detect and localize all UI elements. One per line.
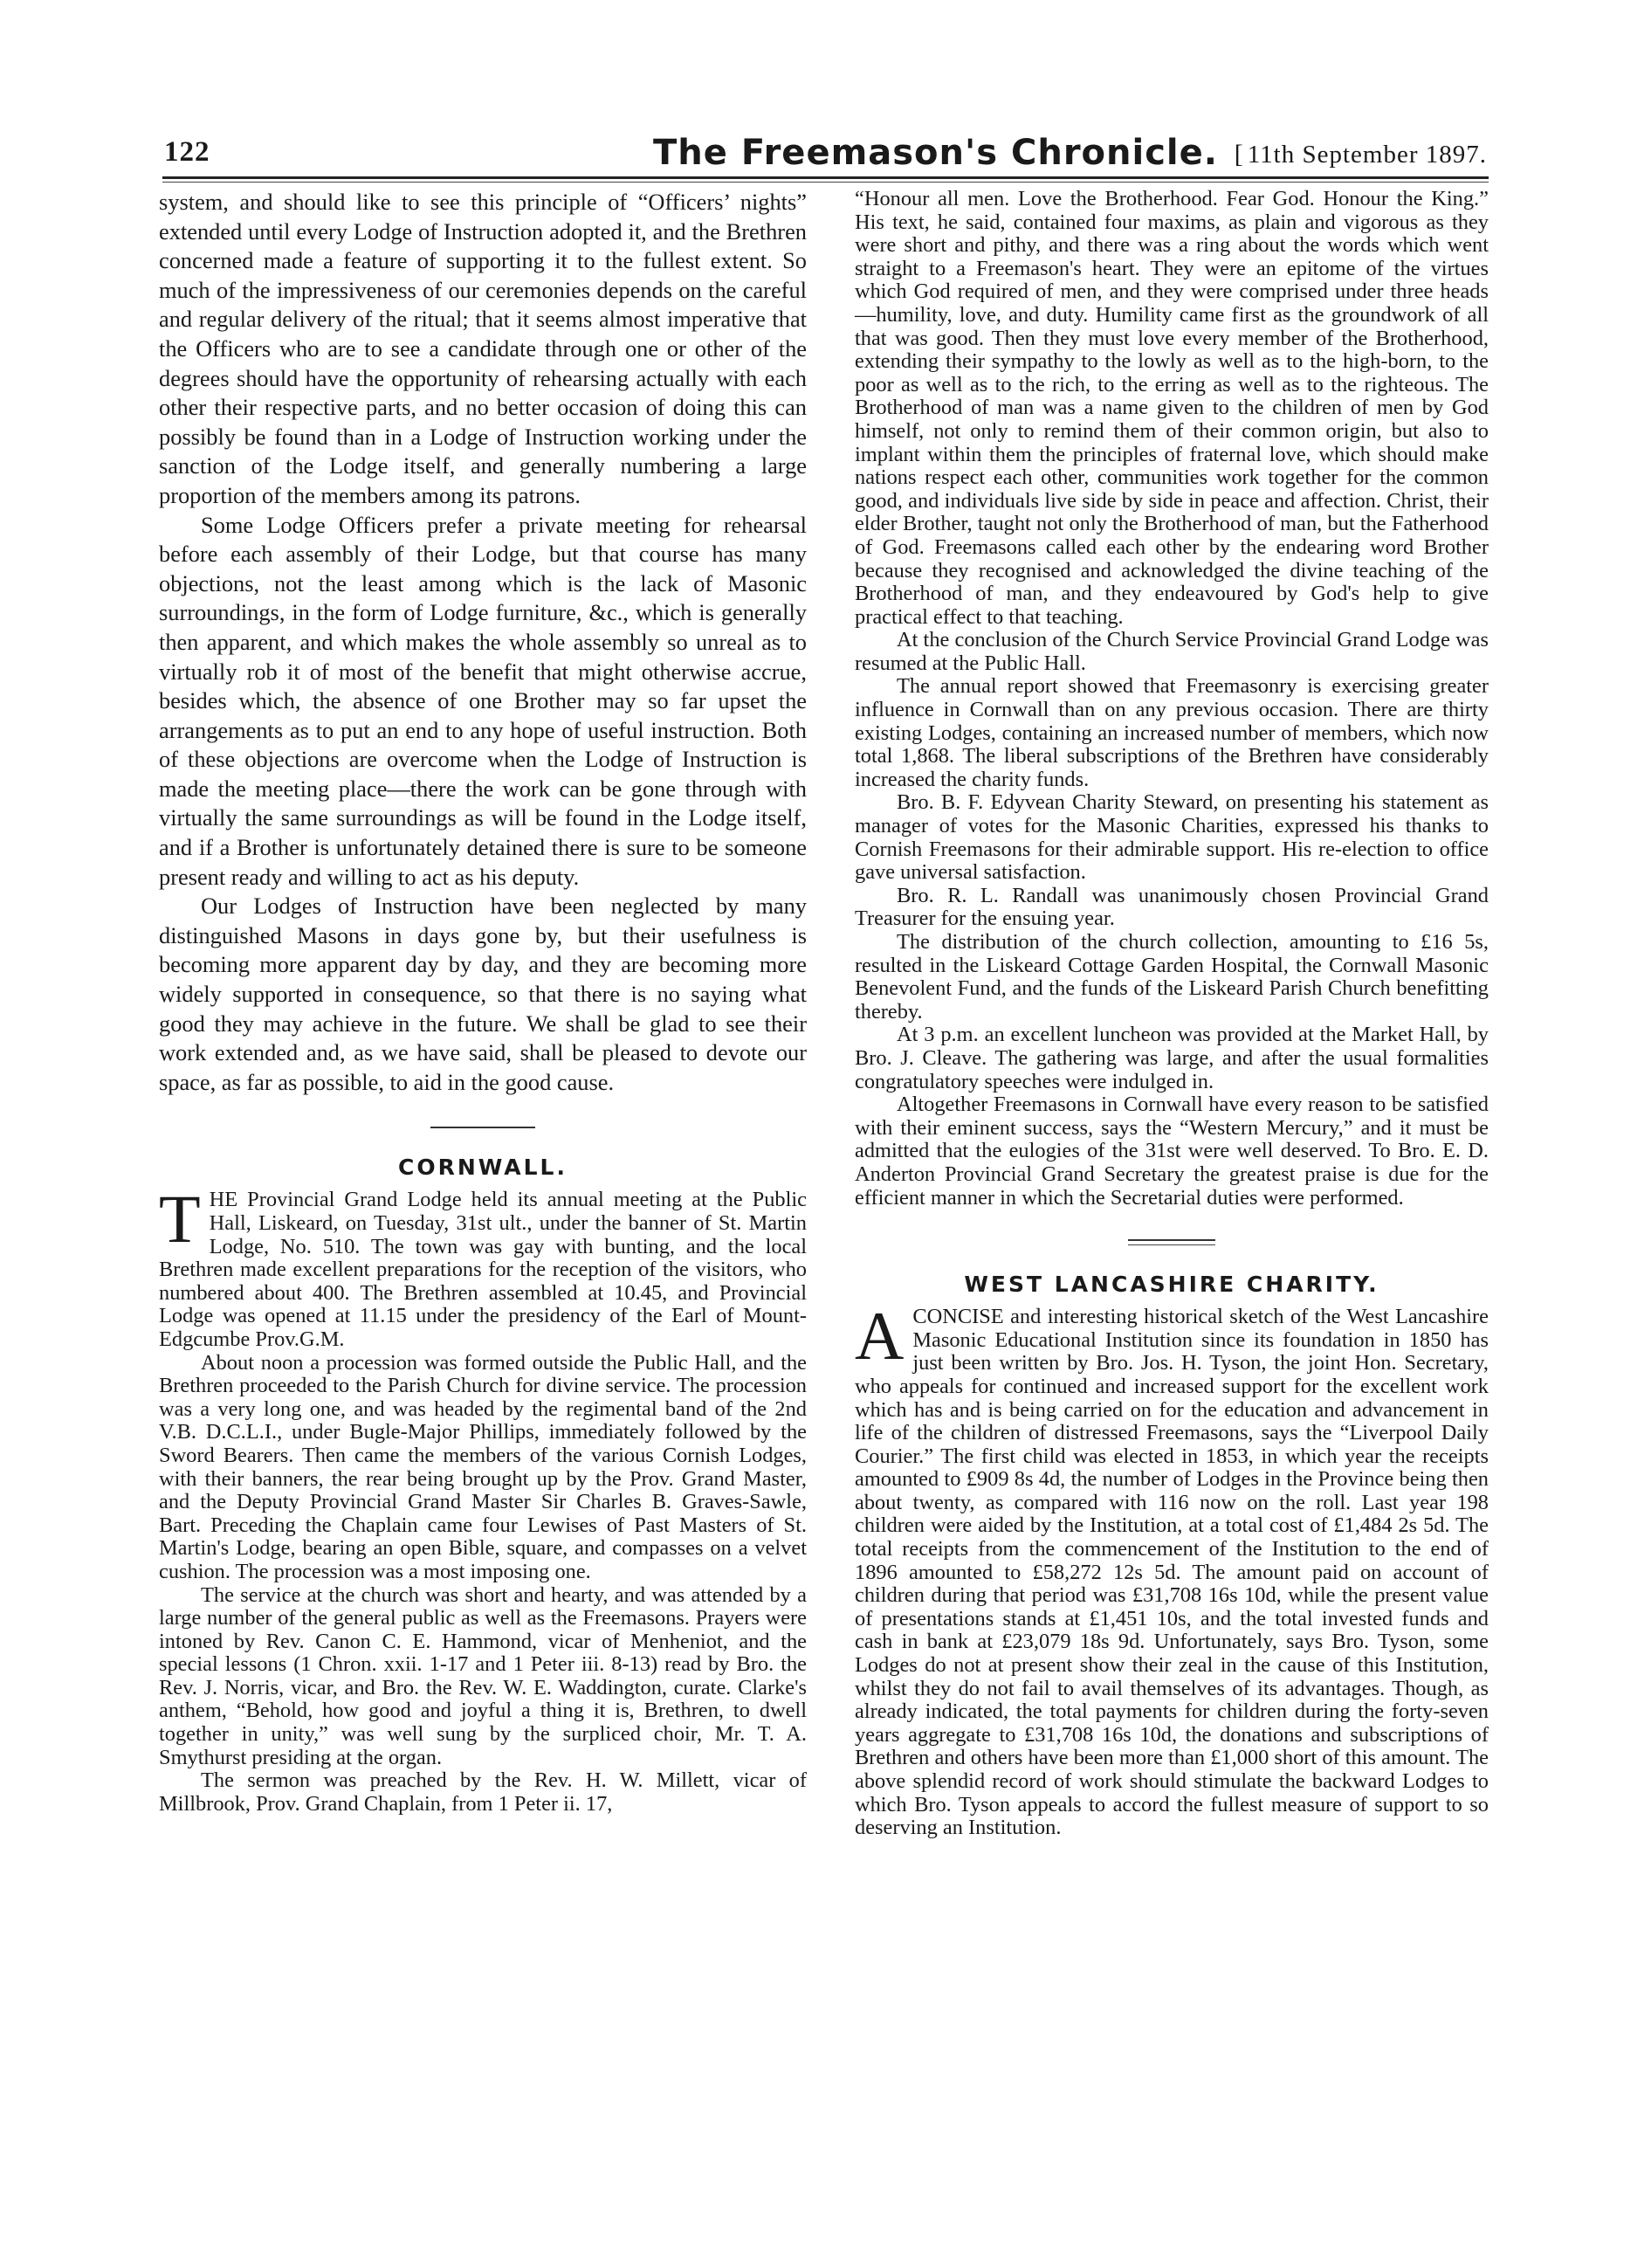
article-paragraph: The annual report showed that Freemasonry is exercising greater influence in Cornwall than on any previous occasion. There are thirty existing Lodges, containing an increased number of members, which now total 1,868. The liberal subscriptions of the Brethren have considerably increased the charity funds. (855, 674, 1489, 791)
header-rule (162, 176, 1489, 179)
article-paragraph: At 3 p.m. an excellent luncheon was provided at the Market Hall, by Bro. J. Cleave. The gathering was large, and after the usual formalities congratulatory speeches were indulged in. (855, 1023, 1489, 1093)
page-number: 122 (164, 136, 210, 168)
drop-cap: A (855, 1298, 905, 1375)
article-paragraph: About noon a procession was formed outside the Public Hall, and the Brethren proceeded to the Parish Church for divine service. The procession was a very long one, and was headed by the regimental band of the 2nd V.B. D.C.L.I., under Bugle-Major Phillips, immediately followed by the Sword Bearers. Then came the members of the various Cornish Lodges, with their banners, the rear being brought up by the Prov. Grand Master, and the Deputy Provincial Grand Master Sir Charles B. Graves-Sawle, Bart. Preceding the Chaplain came four Lewises of Past Masters of St. Martin's Lodge, bearing an open Bible, square, and compasses on a velvet cushion. The procession was a most imposing one. (159, 1350, 807, 1583)
date-bracket: [ (1234, 140, 1244, 169)
article-paragraph: The sermon was preached by the Rev. H. W. Millett, vicar of Millbrook, Prov. Grand Chaplain, from 1 Peter ii. 17, (159, 1768, 807, 1816)
west-lancashire-body: CONCISE and interesting historical sketch of the West Lancashire Masonic Educational Institution since its foundation in 1850 has just been written by Bro. Jos. H. Tyson, the joint Hon. Secretary, who appeals for continued and increased support for the excellent work which has and is being carried on for the education and advancement in life of the children of distressed Freemasons, says the “Liverpool Daily Courier.” The first child was elected in 1853, in which year the receipts amounted to £909 8s 4d, the number of Lodges in the Province being then about twenty, as compared with 116 now on the roll. Last year 198 children were aided by the Institution, at a total cost of £1,484 2s 5d. The total receipts from the commencement of the Institution to the end of 1896 amounted to £58,272 12s 5d. The amount paid on account of children during that period was £31,708 16s 10d, while the present value of presentations stands at £1,451 10s, and the total invested funds and cash in bank at £23,079 18s 9d. Unfortunately, says Bro. Tyson, some Lodges do not at present show their zeal in the cause of this Institution, whilst they do not fail to avail themselves of its advantages. Though, as already indicated, the total payments for children during the forty-seven years aggregate to £31,708 16s 10d, the donations and subscriptions of Brethren and others have been more than £1,000 short of this amount. The above splendid record of work should stimulate the backward Lodges to which Bro. Tyson appeals to accord the fullest measure of support to so deserving an Institution. (855, 1305, 1489, 1840)
issue-date-text: 11th September 1897. (1247, 141, 1487, 169)
drop-cap: T (159, 1181, 201, 1258)
section-divider (1128, 1239, 1215, 1245)
issue-date (1235, 140, 1487, 169)
section-title-cornwall: CORNWALL. (398, 1155, 568, 1181)
page-header (164, 131, 1487, 176)
article-paragraph: The service at the church was short and hearty, and was attended by a large number of the general public as well as the Freemasons. Prayers were intoned by Rev. Canon C. E. Hammond, vicar of Menheniot, and the special lessons (1 Chron. xxii. 1-17 and 1 Peter iii. 8-13) read by Bro. the Rev. J. Norris, vicar, and Bro. the Rev. W. E. Waddington, curate. Clarke's anthem, “Behold, how good and joyful a thing it is, Brethren, to dwell together in unity,” was well sung by the surpliced choir, Mr. T. A. Smythurst presiding at the organ. (159, 1582, 807, 1769)
cornwall-intro-text: HE Provincial Grand Lodge held its annual meeting at the Public Hall, Liskeard, on Tuesday, 31st ult., under the banner of St. Martin Lodge, No. 510. The town was gay with bunting, and the local Brethren made excellent preparations for the reception of the visitors, who numbered about 400. The Brethren assembled at 10.45, and Provincial Lodge was opened at 11.15 under the presidency of the Earl of Mount-Edgcumbe Prov.G.M. (159, 1188, 807, 1351)
left-column (159, 188, 807, 1816)
article-paragraph: Bro. R. L. Randall was unanimously chosen Provincial Grand Treasurer for the ensuing year. (855, 883, 1489, 931)
west-lancashire-text (855, 1298, 1489, 1840)
article-paragraph: At the conclusion of the Church Service Provincial Grand Lodge was resumed at the Public Hall. (855, 628, 1489, 675)
article-paragraph: Altogether Freemasons in Cornwall have every reason to be satisfied with their eminent success, says the “Western Mercury,” and it must be admitted that the eulogies of the 31st were well deserved. To Bro. E. D. Anderton Provincial Grand Secretary the greatest praise is due for the efficient manner in which the Secretarial duties were performed. (855, 1093, 1489, 1210)
article-paragraph: Our Lodges of Instruction have been neglected by many distinguished Masons in days gone by, but their usefulness is becoming more apparent day by day, and they are becoming more widely supported in consequence, so that there is no saying what good they may achieve in the future. We shall be glad to see their work extended and, as we have said, shall be pleased to devote our space, as far as possible, to aid in the good cause. (159, 893, 807, 1095)
article-paragraph: “Honour all men. Love the Brotherhood. Fear God. Honour the King.” His text, he said, contained four maxims, as plain and vigorous as they were short and pithy, and there was a ring about the words which went straight to a Freemason's heart. They were an epitome of the virtues which God required of men, and they were comprised under three heads—humility, love, and duty. Humility came first as the groundwork of all that was good. Then they must love every member of the Brotherhood, extending their sympathy to the lowly as well as to the high-born, to the poor as well as to the rich, to the erring as well as to the righteous. The Brotherhood of man was a name given to the children of men by God himself, not only to remind them of their common origin, but also to implant within them the principles of fraternal love, which should make nations respect each other, communities work together for the common good, and individuals live side by side in peace and affection. Christ, their elder Brother, taught not only the Brotherhood of man, but the Fatherhood of God. Freemasons called each other by the endearing word Brother because they recognised and acknowledged the divine teaching of the Brotherhood of man, and they endeavoured by God's help to give practical effect to that teaching. (855, 187, 1489, 629)
article-paragraph: Bro. B. F. Edyvean Charity Steward, on presenting his statement as manager of votes for the Masonic Charities, expressed his thanks to Cornish Freemasons for their admirable support. His re-election to office gave universal satisfaction. (855, 790, 1489, 885)
masthead-title: The Freemason's Chronicle. (653, 133, 1218, 173)
cornwall-intro (159, 1181, 807, 1351)
section-title-west-lancashire: WEST LANCASHIRE CHARITY. (964, 1272, 1379, 1298)
article-paragraph: system, and should like to see this principle of “Officers’ nights” extended until every Lodge of Instruction adopted it, and the Brethren concerned made a feature of supporting it to the fullest extent. So much of the impressiveness of our ceremonies depends on the careful and regular delivery of the ritual; that it seems almost imperative that the Officers who are to see a candidate through one or other of the degrees should have the opportunity of rehearsing actually with each other their respective parts, and no better occasion of doing this can possibly be found than in a Lodge of Instruction working under the sanction of the Lodge itself, and generally numbering a large proportion of the members among its patrons. (159, 189, 807, 508)
header-rule-thin (162, 182, 1489, 183)
right-column (855, 188, 1489, 1840)
section-divider (430, 1127, 535, 1128)
article-paragraph: The distribution of the church collection, amounting to £16 5s, resulted in the Liskeard Cottage Garden Hospital, the Cornwall Masonic Benevolent Fund, and the funds of the Liskeard Parish Church benefitting thereby. (855, 930, 1489, 1024)
article-paragraph: Some Lodge Officers prefer a private meeting for rehearsal before each assembly of their Lodge, but that course has many objections, not the least among which is the lack of Masonic surroundings, in the form of Lodge furniture, &c., which is generally then apparent, and which makes the whole assembly so unreal as to virtually rob it of most of the benefit that might otherwise accrue, besides which, the absence of one Brother may so far upset the arrangements as to put an end to any hope of useful instruction. Both of these objections are overcome when the Lodge of Instruction is made the meeting place—there the work can be gone through with virtually the same surroundings as will be found in the Lodge itself, and if a Brother is unfortunately detained there is sure to be someone present ready and willing to act as his deputy. (159, 511, 807, 890)
